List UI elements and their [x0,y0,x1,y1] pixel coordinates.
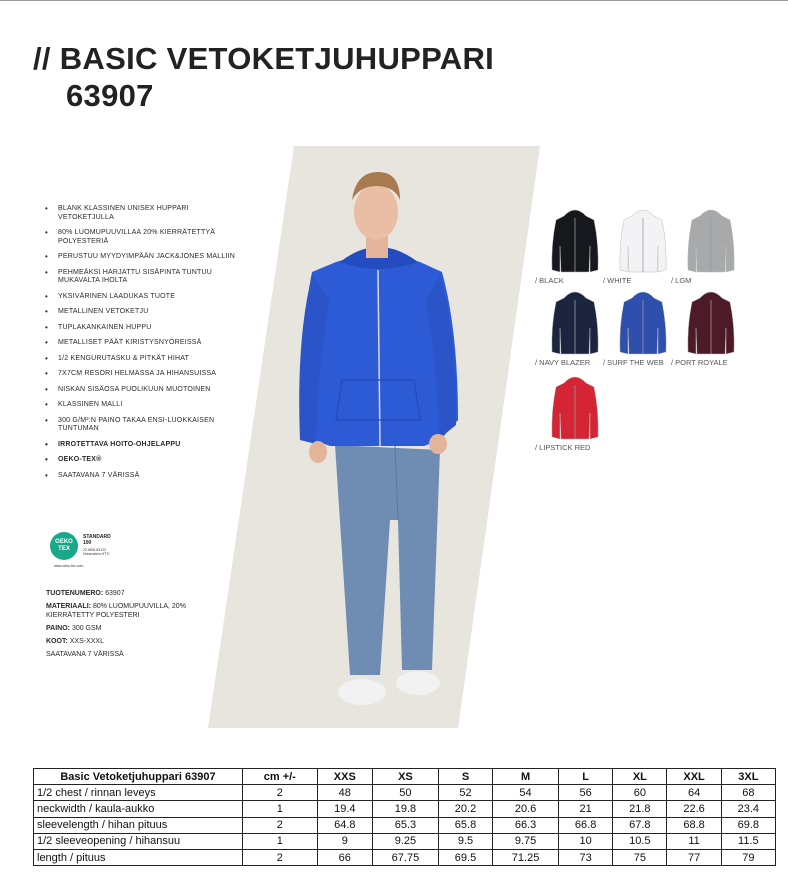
table-cell: 1 [243,801,318,817]
table-cell: 65.3 [372,817,438,833]
feature-item: • OEKO-TEX® [45,456,245,465]
table-cell: 19.4 [317,801,372,817]
table-cell: 67.8 [613,817,667,833]
table-cell: 20.6 [493,801,559,817]
hoodie-icon [618,206,668,274]
table-header-cell: cm +/- [243,769,318,785]
feature-item: • METALLINEN VETOKETJU [45,308,245,317]
table-cell: 11 [667,833,721,849]
table-cell: 68.8 [667,817,721,833]
table-cell: 54 [493,785,559,801]
table-header-cell: XL [613,769,667,785]
measurement-label: sleevelength / hihan pituus [34,817,243,833]
table-row [34,801,776,817]
table-cell: 65.8 [438,817,492,833]
hoodie-icon [550,288,600,356]
table-cell: 69.8 [721,817,775,833]
table-cell: 79 [721,849,775,865]
table-cell: 10 [559,833,613,849]
feature-item: • NISKAN SISÄOSA PUOLIKUUN MUOTOINEN [45,386,245,395]
table-row [34,785,776,801]
feature-item: • PEHMEÄKSI HARJATTU SISÄPINTA TUNTUU MUKAVALTA IHOLTA [45,269,245,286]
color-swatch [671,206,751,285]
table-cell: 1 [243,833,318,849]
spec-weight: PAINO: 300 GSM [46,625,102,632]
oeko-standard: STANDARD 100 [83,534,111,546]
table-cell: 64.8 [317,817,372,833]
table-header-cell: XXL [667,769,721,785]
table-row [34,833,776,849]
table-cell: 66.3 [493,817,559,833]
oeko-tex-badge [50,530,120,575]
oeko-tex-logo-icon: OEKO TEX [50,532,78,560]
measurement-label: length / pituus [34,849,243,865]
table-cell: 52 [438,785,492,801]
size-table-body [34,785,776,866]
table-header-cell: XS [372,769,438,785]
color-name: / NAVY BLAZER [535,358,591,367]
color-name: / SURF THE WEB [603,358,664,367]
color-name: / PORT ROYALE [671,358,728,367]
oeko-site: www.oeko-tex.com [54,564,84,568]
table-cell: 10.5 [613,833,667,849]
table-header-cell: S [438,769,492,785]
spec-block [46,589,226,663]
hoodie-icon [686,288,736,356]
table-cell: 9.5 [438,833,492,849]
table-cell: 68 [721,785,775,801]
spec-sizes: KOOT: XXS-XXXL [46,638,104,645]
table-cell: 69.5 [438,849,492,865]
table-cell: 66 [317,849,372,865]
feature-item: • 300 G/M²:N PAINO TAKAA ENSI-LUOKKAISEN TUNTUMAN [45,417,245,434]
title-line-2: 63907 [66,78,154,113]
table-header-cell: L [559,769,613,785]
table-cell: 9.25 [372,833,438,849]
table-header-cell: M [493,769,559,785]
feature-item: • KLASSINEN MALLI [45,401,245,410]
spec-available: SAATAVANA 7 VÄRISSÄ [46,651,124,658]
feature-item: • 80% LUOMUPUUVILLAA 20% KIERRÄTETTYÄ POLYESTERIÄ [45,229,245,246]
feature-item: • IRROTETTAVA HOITO-OHJELAPPU [45,441,245,450]
hoodie-icon [618,288,668,356]
feature-item: • 7X7CM RESORI HELMASSA JA HIHANSUISSA [45,370,245,379]
table-cell: 50 [372,785,438,801]
table-cell: 2 [243,849,318,865]
table-header-cell: XXS [317,769,372,785]
measurement-label: 1/2 chest / rinnan leveys [34,785,243,801]
measurement-label: neckwidth / kaula-aukko [34,801,243,817]
hoodie-icon [550,206,600,274]
feature-item: • YKSIVÄRINEN LAADUKAS TUOTE [45,293,245,302]
table-cell: 21.8 [613,801,667,817]
feature-item: • METALLISET PÄÄT KIRISTYSNYÖREISSÄ [45,339,245,348]
table-cell: 60 [613,785,667,801]
feature-list [45,205,245,487]
title-line-1: // BASIC VETOKETJUHUPPARI [33,41,495,76]
size-table-header-row [34,769,776,785]
color-name: / LGM [671,276,692,285]
table-header-cell: 3XL [721,769,775,785]
table-cell: 9.75 [493,833,559,849]
spec-product-number: TUOTENUMERO: 63907 [46,590,125,597]
feature-item: • PERUSTUU MYYDYIMPÄÄN JACK&JONES MALLIIN [45,253,245,262]
table-cell: 66.8 [559,817,613,833]
table-cell: 2 [243,785,318,801]
table-row [34,849,776,865]
table-cell: 11.5 [721,833,775,849]
color-swatch [535,373,615,452]
feature-item: • 1/2 KENGURUTASKU & PITKÄT HIHAT [45,355,245,364]
table-cell: 23.4 [721,801,775,817]
measurement-label: 1/2 sleeveopening / hihansuu [34,833,243,849]
table-cell: 9 [317,833,372,849]
feature-item: • TUPLAKANKAINEN HUPPU [45,324,245,333]
table-cell: 56 [559,785,613,801]
size-table [33,768,776,866]
table-cell: 20.2 [438,801,492,817]
spec-material: MATERIAALI: 80% LUOMUPUUVILLA, 20% KIERRÄTETTY POLYESTERI [46,603,186,619]
table-cell: 67.75 [372,849,438,865]
table-header-cell: Basic Vetoketjuhuppari 63907 [34,769,243,785]
hoodie-icon [550,373,600,441]
color-swatch [671,288,751,367]
table-cell: 75 [613,849,667,865]
table-cell: 2 [243,817,318,833]
table-cell: 48 [317,785,372,801]
hoodie-icon [686,206,736,274]
table-cell: 19.8 [372,801,438,817]
color-name: / WHITE [603,276,632,285]
table-cell: 73 [559,849,613,865]
feature-item: • SAATAVANA 7 VÄRISSÄ [45,472,245,481]
table-cell: 77 [667,849,721,865]
color-name: / BLACK [535,276,564,285]
table-cell: 71.25 [493,849,559,865]
feature-item: • BLANK KLASSINEN UNISEX HUPPARI VETOKETJULLA [45,205,245,222]
table-cell: 64 [667,785,721,801]
table-cell: 22.6 [667,801,721,817]
color-name: / LIPSTICK RED [535,443,591,452]
oeko-code: 22.HBD.63123 Hohenstein HTTI [83,548,110,556]
table-row [34,817,776,833]
table-cell: 21 [559,801,613,817]
